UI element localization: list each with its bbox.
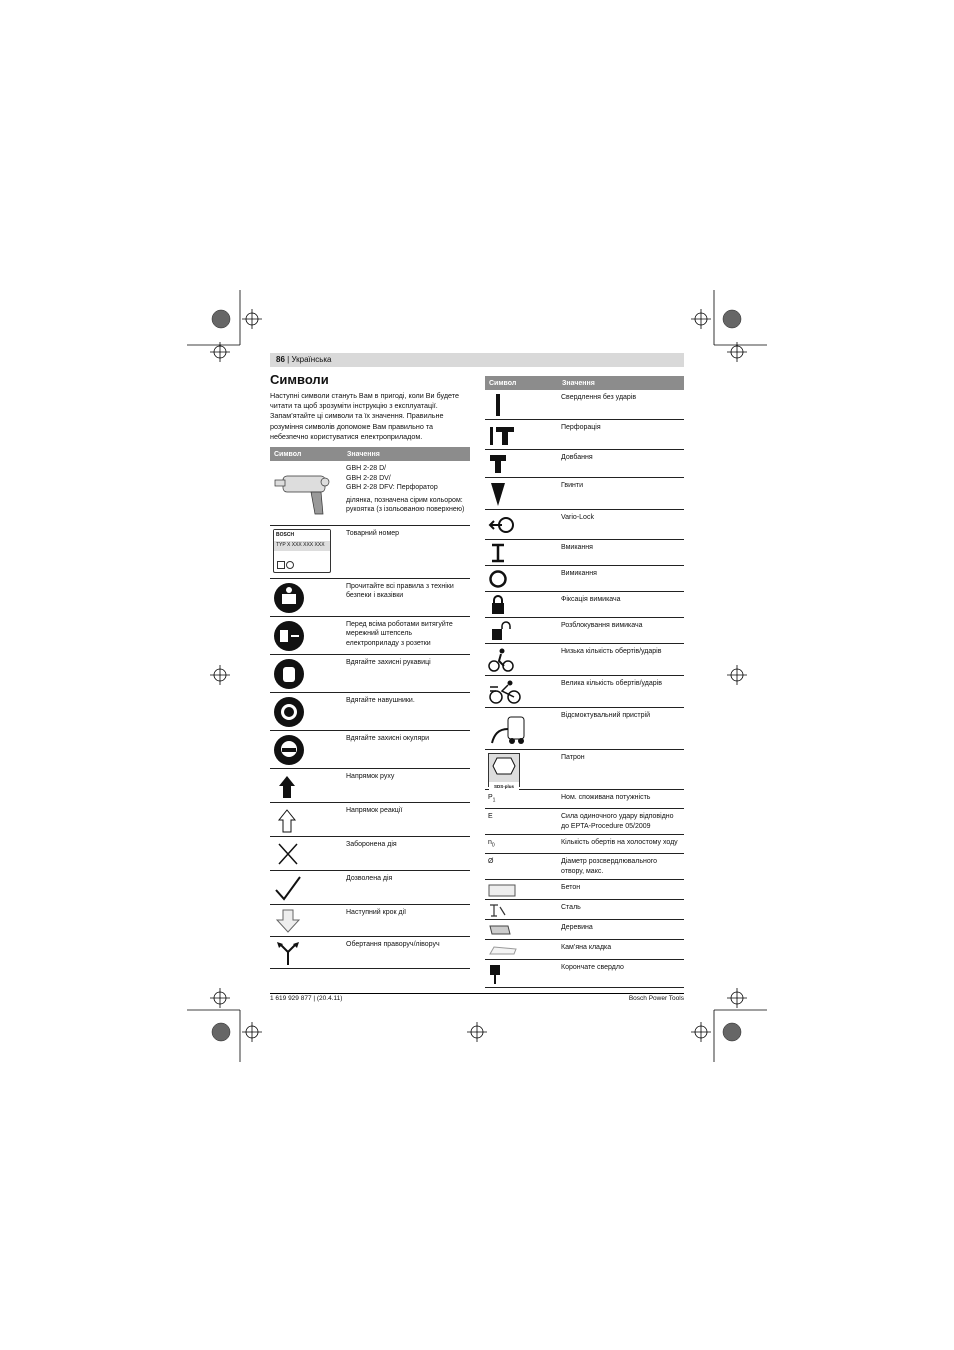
sds-plus-label: SDS-plus xyxy=(489,782,519,792)
row-meaning: Прочитайте всі правила з техніки безпеки і вказівки xyxy=(343,578,470,616)
energy-symbol: E xyxy=(485,808,558,834)
vario-lock-icon xyxy=(488,513,516,537)
concrete-icon xyxy=(488,883,516,897)
right-symbol-table xyxy=(485,376,684,988)
table-row xyxy=(485,919,684,939)
table-row xyxy=(485,592,684,618)
column-header-meaning: Значення xyxy=(558,376,684,390)
plate-type: TYP X XXX XXX XXX xyxy=(274,541,330,551)
table-row xyxy=(485,853,684,879)
row-meaning: Vario-Lock xyxy=(558,510,684,540)
row-meaning: Обертання праворуч/ліворуч xyxy=(343,936,470,968)
rating-plate-icon xyxy=(273,529,331,573)
read-manual-icon xyxy=(273,582,305,614)
chisel-icon xyxy=(488,453,510,475)
table-row xyxy=(270,730,470,768)
dust-extractor-icon xyxy=(488,711,528,747)
column-header-symbol: Символ xyxy=(270,447,343,461)
table-row xyxy=(270,836,470,870)
table-row xyxy=(270,654,470,692)
model-line-2: GBH 2-28 DV/ xyxy=(346,474,391,482)
header-language: Українська xyxy=(291,355,332,364)
speed-symbol: $n_0$ xyxy=(488,838,495,849)
table-row xyxy=(485,450,684,478)
page-header: 86 | Українська xyxy=(270,353,684,367)
steel-icon xyxy=(488,903,508,917)
row-meaning: Гвинти xyxy=(558,478,684,510)
row-meaning: Низька кількість обертів/ударів xyxy=(558,644,684,676)
row-meaning: Наступний крок дії xyxy=(343,904,470,936)
table-row xyxy=(485,790,684,809)
table-row xyxy=(485,510,684,540)
handle-note: ділянка, позначена сірим кольором: рукоятка (з ізольованою поверхнею) xyxy=(346,496,465,514)
table-row xyxy=(485,750,684,790)
rotation-direction-icon xyxy=(273,940,303,966)
row-meaning: Вимикання xyxy=(558,566,684,592)
row-meaning: Деревина xyxy=(558,919,684,939)
forbidden-cross-icon xyxy=(273,840,303,868)
unlock-icon xyxy=(488,621,514,641)
row-meaning: Дозволена дія xyxy=(343,870,470,904)
table-row xyxy=(270,802,470,836)
plate-brand: BOSCH xyxy=(274,530,330,542)
row-meaning: Кам’яна кладка xyxy=(558,939,684,959)
lock-icon xyxy=(488,595,510,615)
footer-brand: Bosch Power Tools xyxy=(628,995,684,1002)
table-row xyxy=(485,676,684,708)
drill-bit-icon xyxy=(488,393,508,417)
high-speed-bike-icon xyxy=(488,679,522,705)
model-line-3: GBH 2-28 DFV: Перфоратор xyxy=(346,484,438,492)
column-header-meaning: Значення xyxy=(343,447,470,461)
power-symbol: $P_1$ xyxy=(488,794,496,804)
table-row xyxy=(485,959,684,987)
row-meaning: Фіксація вимикача xyxy=(558,592,684,618)
table-row xyxy=(485,540,684,566)
table-row xyxy=(485,478,684,510)
row-meaning: Діаметр розсвердлювального отвору, макс. xyxy=(558,853,684,879)
row-meaning: Вдягайте захисні рукавиці xyxy=(343,654,470,692)
table-row xyxy=(270,870,470,904)
page-number: 86 xyxy=(276,355,285,364)
table-row xyxy=(270,692,470,730)
sds-plus-chuck-icon xyxy=(488,753,520,787)
row-meaning: Патрон xyxy=(558,750,684,790)
footer-doc-number: 1 619 929 877 | (20.4.11) xyxy=(270,995,343,1002)
table-row xyxy=(485,834,684,853)
table-row xyxy=(485,390,684,420)
core-bit-icon xyxy=(488,963,504,985)
row-meaning: Вдягайте навушники. xyxy=(343,692,470,730)
table-row xyxy=(270,936,470,968)
row-meaning: Перед всіма роботами витягуйте мережний штепсель електроприладу з розетки xyxy=(343,616,470,654)
model-line-1: GBH 2-28 D/ xyxy=(346,465,387,472)
row-meaning: Розблокування вимикача xyxy=(558,618,684,644)
diameter-symbol: Ø xyxy=(485,853,558,879)
table-row xyxy=(270,525,470,578)
table-row xyxy=(485,566,684,592)
row-meaning: Напрямок руху xyxy=(343,768,470,802)
intro-paragraph: Наступні символи стануть Вам в пригоді, коли Ви будете читати та щоб зрозуміти інструкцію з експлуатації. Запам’ятайте ці символи та їх значення. Правильне розуміння символів допоможе Вам правильно та небезпечно користуватися електроприладом. xyxy=(270,391,460,441)
motion-arrow-icon xyxy=(273,772,303,800)
footer-rule xyxy=(270,993,684,994)
wood-icon xyxy=(488,923,512,937)
table-row xyxy=(485,644,684,676)
row-meaning: Вмикання xyxy=(558,540,684,566)
table-row xyxy=(485,808,684,834)
table-row xyxy=(485,420,684,450)
row-meaning: Заборонена дія xyxy=(343,836,470,870)
row-meaning: Відсмоктувальний пристрій xyxy=(558,708,684,750)
row-meaning: Кількість обертів на холостому ходу xyxy=(558,834,684,853)
row-meaning: Вдягайте захисні окуляри xyxy=(343,730,470,768)
row-meaning: Велика кількість обертів/ударів xyxy=(558,676,684,708)
row-meaning: Ном. споживана потужність xyxy=(558,790,684,809)
table-row xyxy=(270,768,470,802)
table-row xyxy=(485,939,684,959)
table-row xyxy=(270,461,470,525)
screw-icon xyxy=(488,481,510,507)
hammer-drill-mode-icon xyxy=(488,423,516,447)
row-meaning: Товарний номер xyxy=(343,525,470,578)
allowed-check-icon xyxy=(273,874,303,902)
next-step-arrow-icon xyxy=(273,908,303,934)
row-meaning: Бетон xyxy=(558,879,684,899)
low-speed-bike-icon xyxy=(488,647,514,673)
goggles-icon xyxy=(273,734,305,766)
masonry-icon xyxy=(488,943,518,957)
table-row xyxy=(485,899,684,919)
row-meaning: Сила одиночного удару відповідно до EPTA-Procedure 05/2009 xyxy=(558,808,684,834)
row-meaning: Напрямок реакції xyxy=(343,802,470,836)
reaction-arrow-icon xyxy=(273,806,303,834)
switch-off-icon xyxy=(488,569,510,589)
column-header-symbol: Символ xyxy=(485,376,558,390)
gloves-icon xyxy=(273,658,305,690)
table-row xyxy=(485,708,684,750)
row-meaning: Сталь xyxy=(558,899,684,919)
row-meaning: Перфорація xyxy=(558,420,684,450)
row-meaning: Довбання xyxy=(558,450,684,478)
table-row xyxy=(270,616,470,654)
left-symbol-table xyxy=(270,447,470,969)
unplug-icon xyxy=(273,620,305,652)
table-row xyxy=(270,904,470,936)
row-meaning: Корончате свердло xyxy=(558,959,684,987)
switch-on-icon xyxy=(488,543,510,563)
hammer-drill-icon xyxy=(273,464,337,522)
ear-protection-icon xyxy=(273,696,305,728)
table-row xyxy=(485,879,684,899)
row-meaning: Свердлення без ударів xyxy=(558,390,684,420)
table-row xyxy=(270,578,470,616)
page-title: Символи xyxy=(270,372,329,387)
table-row xyxy=(485,618,684,644)
